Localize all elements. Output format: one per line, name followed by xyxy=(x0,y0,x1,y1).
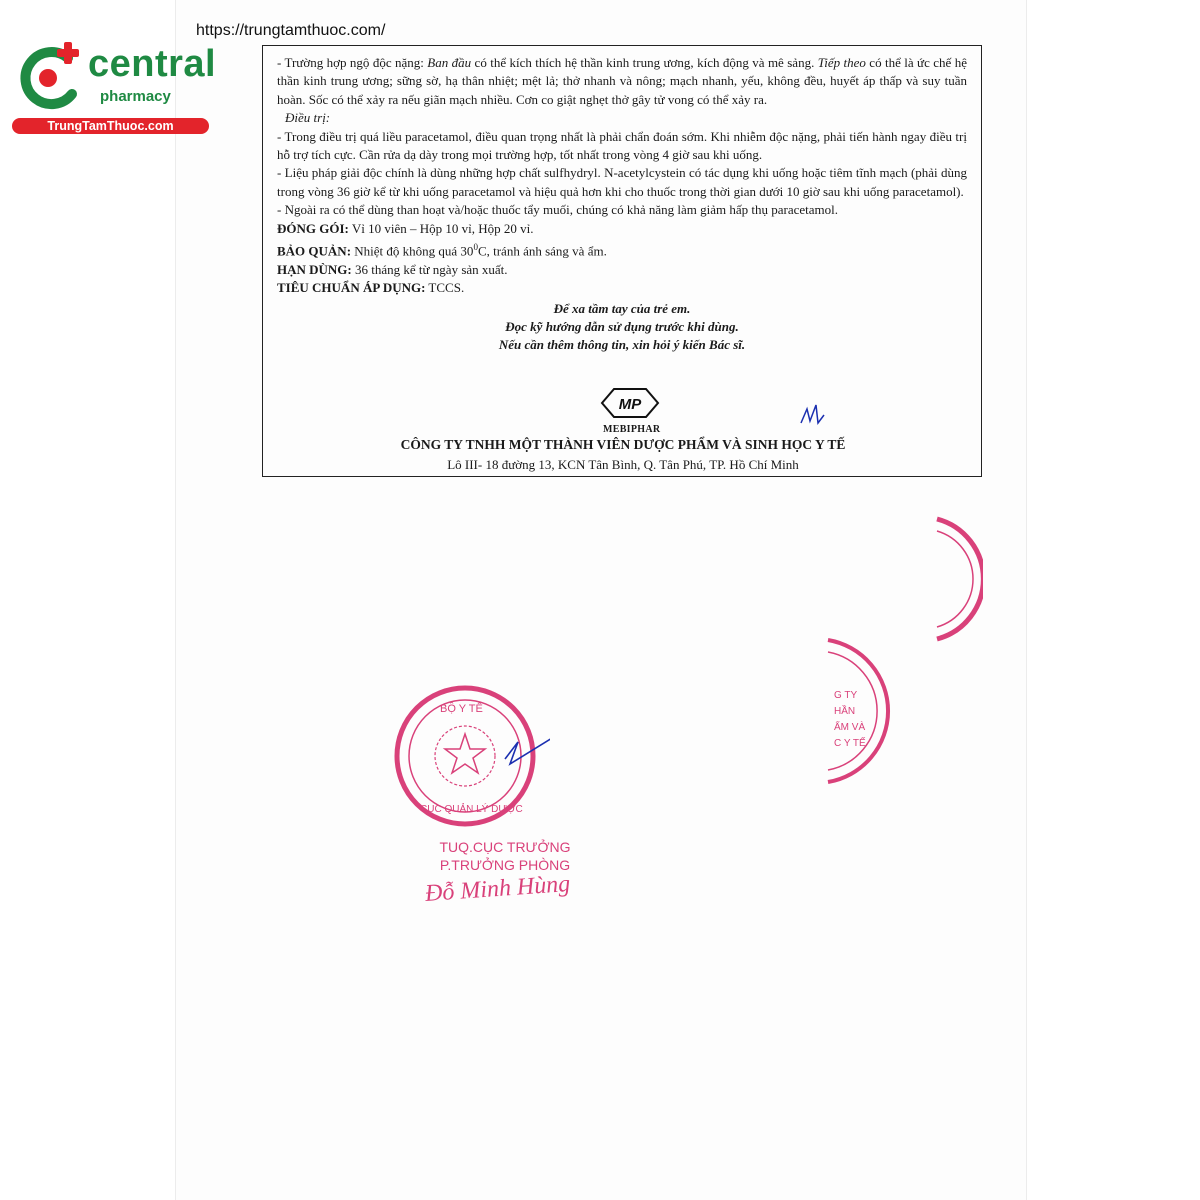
overdose-italic-1: Ban đầu xyxy=(427,55,472,70)
svg-text:HẦN: HẦN xyxy=(834,706,856,717)
brand-name: MEBIPHAR xyxy=(603,424,661,435)
stamp-dept-text: CỤC QUẢN LÝ DƯỢC xyxy=(420,804,523,815)
warning-ask-doctor: Nếu cần thêm thông tin, xin hỏi ý kiến Bác sĩ. xyxy=(498,337,746,353)
approval-title-1: TUQ.CỤC TRƯỞNG xyxy=(439,839,571,855)
expiry-value: 36 tháng kể từ ngày sản xuất. xyxy=(351,261,508,277)
warning-read-instructions: Đọc kỹ hướng dẫn sử dụng trước khi dùng. xyxy=(505,319,739,335)
packing-line xyxy=(277,220,967,238)
storage-label: BẢO QUẢN: xyxy=(277,243,352,259)
company-name: CÔNG TY TNHH MỘT THÀNH VIÊN DƯỢC PHẨM VÀ SINH HỌC Y TẾ xyxy=(400,437,846,452)
svg-text:C Y TẾ: C Y TẾ xyxy=(834,738,866,749)
treatment-item-1: - Trong điều trị quá liều paracetamol, điều quan trọng nhất là phải chẩn đoán sớm. Khi nhiễm độc nặng, phải tiến hành ngay điều trị hỗ trợ tích cực. Cần rửa dạ dày trong mọi trường hợp, tốt nhất trong vòng 4 giờ sau khi uống. xyxy=(277,128,967,163)
approver-name: Đỗ Minh Hùng xyxy=(424,870,572,908)
standard-line xyxy=(277,279,967,297)
central-pharmacy-logo[interactable] xyxy=(10,40,215,136)
expiry-label: HẠN DÙNG: xyxy=(277,261,352,277)
company-stamp-icon xyxy=(826,636,906,786)
approval-title-2: P.TRƯỞNG PHÒNG xyxy=(439,857,571,873)
standard-label: TIÊU CHUẨN ÁP DỤNG: xyxy=(277,280,426,296)
overdose-text-2: có thể kích thích hệ thần kinh trung ương, kích động và mê sảng. xyxy=(471,55,818,70)
warning-children: Để xa tầm tay của trẻ em. xyxy=(553,300,691,316)
storage-value-b: C, tránh ánh sáng và ẩm. xyxy=(477,243,607,259)
expiry-line xyxy=(277,261,967,279)
approval-title xyxy=(405,838,605,874)
overdose-paragraph xyxy=(277,54,967,109)
mebiphar-logo-icon xyxy=(598,386,662,420)
partial-stamp-icon xyxy=(935,515,983,643)
stamp-ministry-text: BỘ Y TẾ xyxy=(440,703,483,715)
logo-brand-text: central xyxy=(88,43,217,85)
standard-value: TCCS. xyxy=(425,280,465,296)
mp-logo-text: MP xyxy=(618,396,642,413)
logo-sub-text: pharmacy xyxy=(100,88,171,105)
leaflet-box xyxy=(262,45,982,477)
storage-line xyxy=(277,238,967,261)
packing-value: Vỉ 10 viên – Hộp 10 vỉ, Hộp 20 vỉ. xyxy=(348,220,534,236)
treatment-heading: Điều trị: xyxy=(285,110,331,126)
logo-site-bar: TrungTamThuoc.com xyxy=(12,118,209,134)
overdose-italic-2: Tiếp theo xyxy=(817,55,866,70)
company-address: Lô III- 18 đường 13, KCN Tân Bình, Q. Tân Phú, TP. Hồ Chí Minh xyxy=(447,457,799,472)
storage-degree: 0 xyxy=(473,242,478,253)
overdose-text-1: - Trường hợp ngộ độc nặng: xyxy=(277,55,428,70)
treatment-item-2: - Liệu pháp giải độc chính là dùng những hợp chất sulfhydryl. N-acetylcystein có tác dụng khi uống hoặc tiêm tĩnh mạch (phải dùng trong vòng 36 giờ kể từ khi uống paracetamol và hiệu quả hơn khi cho thuốc trong thời gian dưới 10 giờ sau khi uống paracetamol). xyxy=(277,165,967,199)
storage-value-a: Nhiệt độ không quá 30 xyxy=(351,243,474,259)
signature-mark-icon xyxy=(798,401,828,431)
source-url[interactable]: https://trungtamthuoc.com/ xyxy=(196,22,386,39)
svg-text:G TY: G TY xyxy=(834,690,858,701)
svg-text:ẨM VÀ: ẨM VÀ xyxy=(834,722,866,733)
treatment-item-3: - Ngoài ra có thể dùng than hoạt và/hoặc thuốc tẩy muối, chúng có khả năng làm giảm hấp thụ paracetamol. xyxy=(277,202,838,218)
logo-mark-icon xyxy=(10,40,90,116)
packing-label: ĐÓNG GÓI: xyxy=(277,220,349,236)
ministry-stamp-icon xyxy=(390,684,550,834)
overdose-text-3: có thể là ức chế hệ thần kinh trung ương; sững sờ, hạ thân nhiệt; mệt lả; thở nhanh và nông; mạch nhanh, yếu, không đều, huyết áp thấp và suy tuần hoàn. Sốc có thể xảy ra nếu giãn mạch nhiều. Cơn co giật nghẹt thở gây tử vong có thể xảy ra. xyxy=(277,55,967,107)
